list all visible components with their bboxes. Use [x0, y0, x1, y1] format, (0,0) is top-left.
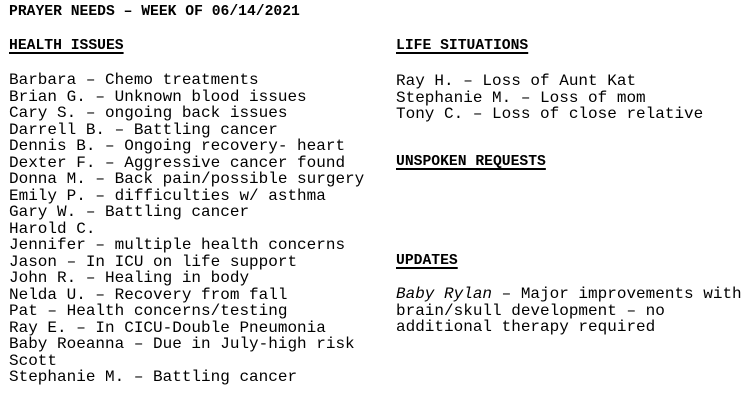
list-item: Dennis B. – Ongoing recovery- heart	[9, 137, 346, 155]
list-item: Dexter F. – Aggressive cancer found	[9, 153, 346, 172]
section-heading-life-situations	[396, 38, 528, 54]
list-item: Tony C. – Loss of close relative	[396, 105, 704, 123]
list-item: Jason – In ICU on life support	[9, 252, 298, 271]
list-item: Barbara – Chemo treatments	[9, 71, 259, 89]
list-item: Darrell B. – Battling cancer	[9, 120, 278, 139]
list-item: Baby Roeanna – Due in July-high risk	[9, 335, 355, 353]
list-item: Emily P. – difficulties w/ asthma	[9, 186, 326, 205]
updates-entry-text: – Major improvements with brain/skull development – no additional therapy required	[396, 285, 742, 337]
list-item: Ray E. – In CICU-Double Pneumonia	[9, 318, 326, 337]
list-item: Gary W. – Battling cancer	[9, 203, 250, 221]
prayer-list-life-situations	[396, 73, 703, 123]
section-heading-unspoken-requests	[396, 154, 546, 170]
section-heading-health-issues-text: HEALTH ISSUES	[9, 38, 124, 54]
section-heading-unspoken-requests-text: UNSPOKEN REQUESTS	[396, 154, 546, 170]
updates-entry	[396, 286, 756, 336]
list-item: John R. – Healing in body	[9, 269, 250, 287]
document-title: PRAYER NEEDS – WEEK OF 06/14/2021	[9, 4, 300, 20]
list-item: Nelda U. – Recovery from fall	[9, 285, 288, 304]
list-item: Stephanie M. – Battling cancer	[9, 368, 298, 386]
section-heading-updates-text: UPDATES	[396, 253, 458, 269]
updates-entry-name: Baby Rylan	[396, 285, 493, 303]
list-item: Cary S. – ongoing back issues	[9, 104, 288, 122]
section-heading-updates	[396, 253, 458, 269]
list-item: Jennifer – multiple health concerns	[9, 236, 346, 254]
list-item: Pat – Health concerns/testing	[9, 302, 288, 320]
list-item: Ray H. – Loss of Aunt Kat	[396, 72, 637, 90]
list-item: Harold C.	[9, 219, 96, 238]
list-item: Brian G. – Unknown blood issues	[9, 87, 307, 106]
section-heading-health-issues	[9, 38, 124, 54]
section-heading-life-situations-text: LIFE SITUATIONS	[396, 38, 529, 54]
list-item: Donna M. – Back pain/possible surgery	[9, 170, 365, 188]
list-item: Stephanie M. – Loss of mom	[396, 88, 646, 107]
prayer-list-health-issues	[9, 72, 364, 386]
list-item: Scott	[9, 351, 58, 370]
